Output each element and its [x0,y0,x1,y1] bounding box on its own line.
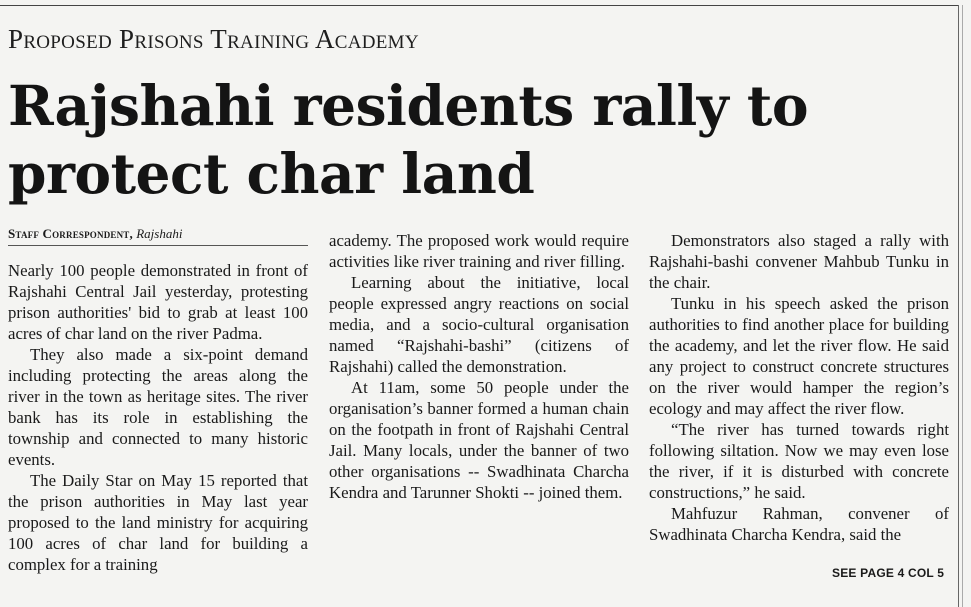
article-column-2 [329,230,629,503]
right-column-rule [958,5,959,607]
paragraph: academy. The proposed work would require activities like river training and river filling. [329,231,629,271]
paragraph: “The river has turned towards right following siltation. Now we may even lose the river, if it is disturbed with concrete constructions,” he said. [649,420,949,502]
paragraph: Nearly 100 people demonstrated in front of Rajshahi Central Jail yesterday, protesting prison authorities' bid to grab at least 100 acres of char land on the river Padma. [8,261,308,343]
article-kicker: Proposed Prisons Training Academy [8,24,419,54]
article-column-3 [649,230,949,545]
byline-rule [8,245,308,246]
article-headline: Rajshahi residents rally to protect char land [8,73,809,206]
paragraph: They also made a six-point demand including protecting the areas along the river in the town as heritage sites. The river bank has its role in establishing the township and connected to many historic events. [8,345,308,469]
continuation-link[interactable]: SEE PAGE 4 COL 5 [832,566,945,580]
paragraph: The Daily Star on May 15 reported that the prison authorities in May last year proposed to the land ministry for acquiring 100 acres of char land for building a complex for a training [8,471,308,574]
byline-role: Staff Correspondent, [8,226,133,241]
paragraph: At 11am, some 50 people under the organisation’s banner formed a human chain on the footpath in front of Rajshahi Central Jail. Many locals, under the banner of two other organisations -- Swadhinata Charcha Kendra and Tarunner Shokti -- joined them. [329,378,629,502]
paragraph: Tunku in his speech asked the prison authorities to find another place for building the academy, and let the river flow. He said any project to construct concrete structures on the river would hamper the region’s ecology and may affect the river flow. [649,294,949,418]
article-column-1 [8,260,308,575]
article-byline [8,226,182,242]
paragraph: Learning about the initiative, local people expressed angry reactions on social media, and a socio-cultural organisation named “Rajshahi-bashi” (citizens of Rajshahi) called the demonstration. [329,273,629,376]
byline-place: Rajshahi [136,226,183,241]
top-border-rule [0,5,958,6]
paragraph: Mahfuzur Rahman, convener of Swadhinata Charcha Kendra, said the [649,504,949,544]
paragraph: Demonstrators also staged a rally with Rajshahi-bashi convener Mahbub Tunku in the chair. [649,231,949,292]
right-column-rule-secondary [962,5,963,607]
